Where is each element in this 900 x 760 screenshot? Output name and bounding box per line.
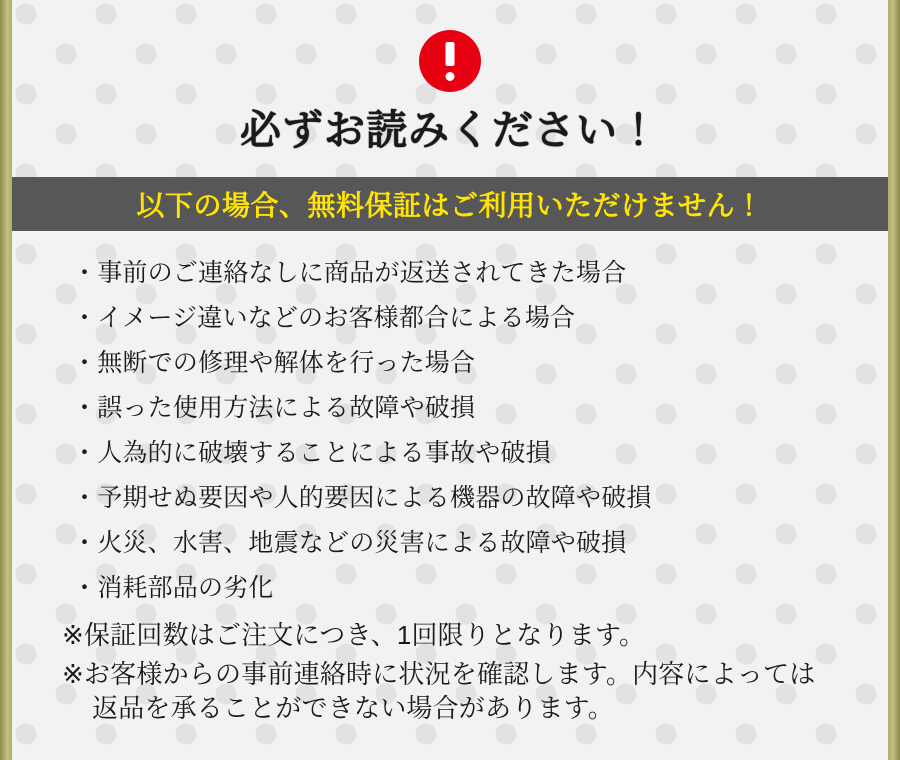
note-line: 返品を承ることができない場合があります。 <box>92 692 614 723</box>
page-title: 必ずお読みください！ <box>240 107 660 153</box>
condition-list <box>12 251 888 611</box>
note-list <box>12 611 888 725</box>
warning-banner <box>12 177 888 231</box>
list-item: ・予期せぬ要因や人的要因による機器の故障や破損 <box>72 484 652 513</box>
exclamation-bar <box>446 42 455 66</box>
list-item: ・消耗部品の劣化 <box>72 574 274 603</box>
list-item: ・事前のご連絡なしに商品が返送されてきた場合 <box>72 259 627 288</box>
note-line: ※お客様からの事前連絡時に状況を確認します。内容によっては <box>62 659 816 690</box>
exclamation-dot <box>446 72 455 81</box>
list-item: ・人為的に破壊することによる事故や破損 <box>72 439 551 468</box>
list-item: ・無断での修理や解体を行った場合 <box>72 349 476 378</box>
note-item <box>62 652 888 725</box>
list-item: ・誤った使用方法による故障や破損 <box>72 394 476 423</box>
poster-sheet <box>12 0 888 760</box>
warning-banner-text: 以下の場合、無料保証はご利用いただけません！ <box>136 190 764 222</box>
list-item: ・イメージ違いなどのお客様都合による場合 <box>72 304 576 333</box>
note-item <box>62 613 888 652</box>
note-line: ※保証回数はご注文につき、1回限りとなります。 <box>62 620 646 651</box>
exclamation-mark-icon <box>419 30 481 92</box>
list-item: ・火災、水害、地震などの災害による故障や破損 <box>72 529 627 558</box>
